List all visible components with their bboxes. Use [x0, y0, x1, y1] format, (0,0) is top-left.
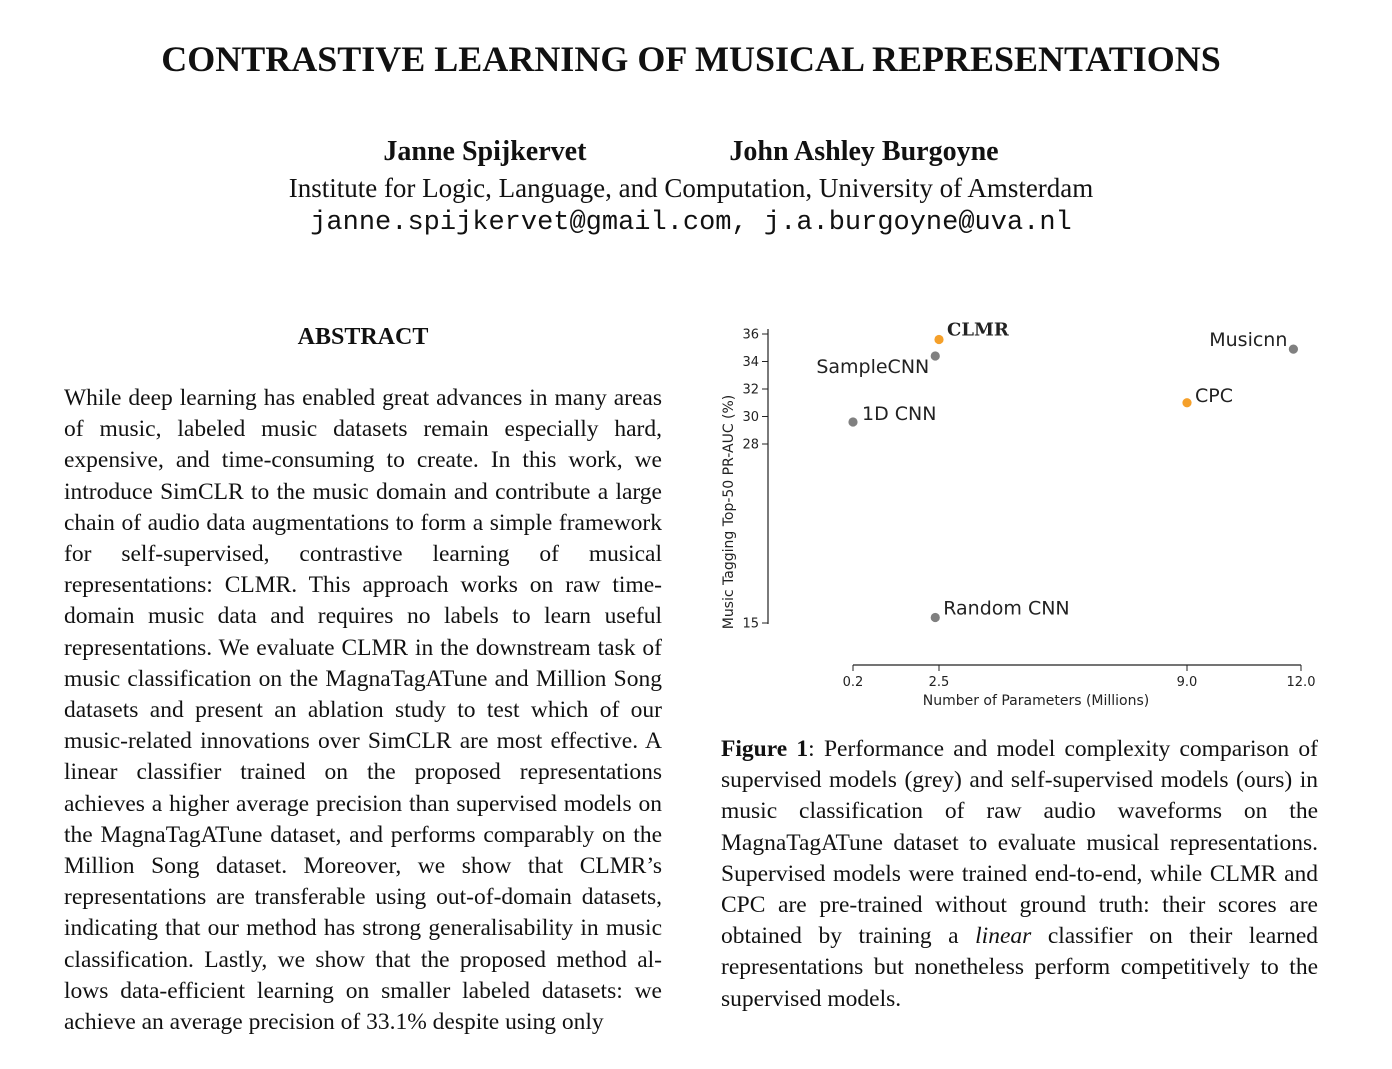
y-tick-label: 15 [742, 616, 759, 632]
abstract-heading: ABSTRACT [297, 324, 429, 350]
caption-emphasis: linear [975, 923, 1032, 950]
paper-title: CONTRASTIVE LEARNING OF MUSICAL REPRESENTATIONS [161, 39, 1221, 79]
chart-marks [816, 320, 1298, 623]
x-tick-label: 9.0 [1176, 675, 1198, 690]
author-emails: janne.spijkervet@gmail.com, j.a.burgoyne@uva.nl [310, 208, 1072, 238]
x-axis-title: Number of Parameters (Millions) [922, 693, 1150, 709]
y-tick-label: 36 [742, 327, 759, 343]
abstract-text: While deep learning has enabled great advances in many areas of music, labeled music datasets remain especially hard, expensive, and time-consuming to create. In this work, we introduce SimCLR to the music domain and contribute a large chain of audio data augmentations to form a simple framework for self-supervised, contrastive learning of musical representations: CLMR. This approach works on raw time-domain music data and requires no labels to learn useful representations. We evaluate CLMR in the downstream task of music classification on the MagnaTagATune and Million Song datasets and present an ablation study to test which of our music-related innovations over SimCLR are most effective. A linear classifier trained on the proposed representations achieves a higher average precision than supervised models on the MagnaTagATune dataset, and performs comparably on the Million Song dataset. Moreover, we show that CLMR’s representations are transferable using out-of-domain datasets, indicating that our method has strong generalisability in music classification. Lastly, we show that the proposed method allows data-efficient learning on smaller labeled datasets: we achieve an average precision of 33.1% despite using only [64, 385, 662, 1036]
figure-1-chart [710, 315, 1340, 725]
author-list [0, 136, 1382, 168]
data-point-label: SampleCNN [816, 356, 930, 378]
chart-axes [742, 328, 1315, 691]
caption-text-end: classifier on their learned representations but nonetheless perform competitively to the supervised models. [721, 923, 1318, 1012]
y-tick-label: 30 [742, 410, 759, 425]
y-tick-label: 34 [742, 355, 759, 370]
data-point-label: CLMR [947, 319, 1009, 341]
data-point [848, 417, 857, 426]
data-point [1182, 398, 1191, 407]
y-axis-title: Music Tagging Top-50 PR-AUC (%) [721, 394, 737, 630]
data-point-label: Random CNN [943, 597, 1070, 620]
data-point [931, 613, 940, 622]
figure-label: Figure 1 [721, 736, 809, 762]
data-point-label: 1D CNN [862, 403, 937, 425]
affiliation: Institute for Logic, Language, and Computation, University of Amsterdam [288, 173, 1094, 203]
data-point [1289, 345, 1298, 354]
data-point-label: Musicnn [1209, 329, 1288, 352]
figure-caption [721, 734, 1318, 1015]
author-name: Janne Spijkervet [383, 136, 587, 167]
caption-text: : Performance and model complexity comparison of supervised models (grey) and self-supervised models (ours) in music classification of raw audio waveforms on the MagnaTagATune dataset to evaluate musical representations. Supervised models were trained end-to-end, while CLMR and CPC are pre-trained without ground truth: their scores are obtained by training a [721, 736, 1318, 950]
author-name: John Ashley Burgoyne [729, 136, 999, 167]
x-tick-label: 2.5 [928, 675, 950, 690]
x-tick-label: 12.0 [1286, 675, 1316, 690]
y-tick-label: 28 [742, 437, 759, 453]
data-point [934, 335, 943, 344]
y-tick-label: 32 [742, 382, 759, 398]
data-point [931, 351, 940, 360]
x-tick-label: 0.2 [842, 675, 864, 690]
data-point-label: CPC [1195, 384, 1233, 407]
